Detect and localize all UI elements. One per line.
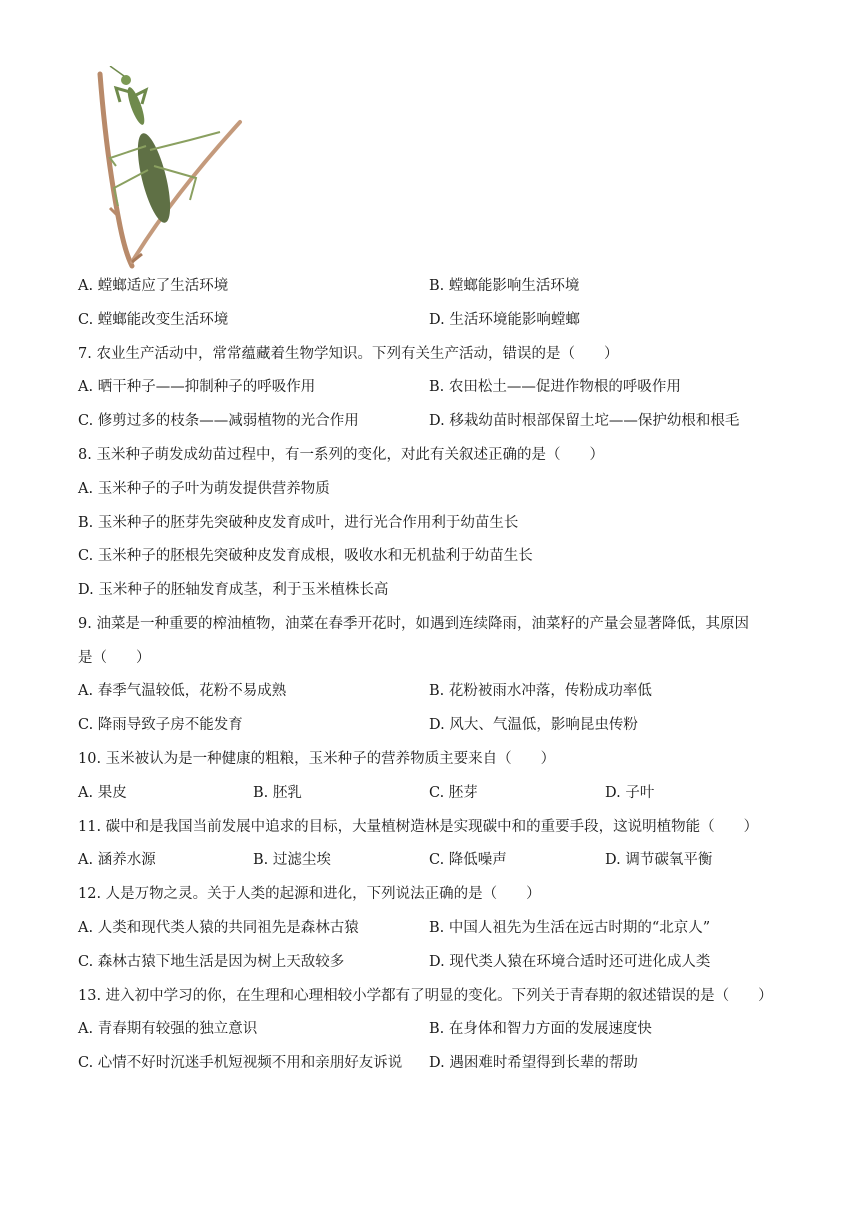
- q8-option-a: A. 玉米种子的子叶为萌发提供营养物质: [78, 481, 330, 497]
- q7-option-d: D. 移栽幼苗时根部保留土坨——保护幼根和根毛: [429, 413, 740, 429]
- q13-option-c: C. 心情不好时沉迷手机短视频不用和亲朋好友诉说: [78, 1055, 403, 1071]
- q8-option-b: B. 玉米种子的胚芽先突破种皮发育成叶，进行光合作用利于幼苗生长: [78, 515, 519, 531]
- q9-option-a: A. 春季气温较低，花粉不易成熟: [78, 683, 287, 699]
- q10-option-c: C. 胚芽: [429, 785, 478, 801]
- praying-mantis-icon: [80, 66, 250, 270]
- q7-option-c: C. 修剪过多的枝条——减弱植物的光合作用: [78, 413, 359, 429]
- q13-option-d: D. 遇困难时希望得到长辈的帮助: [429, 1055, 638, 1071]
- q9-option-d: D. 风大、气温低，影响昆虫传粉: [429, 717, 638, 733]
- q11-option-b: B. 过滤尘埃: [253, 852, 331, 868]
- q7-stem: 7. 农业生产活动中，常常蕴藏着生物学知识。下列有关生产活动，错误的是（ ）: [78, 346, 619, 362]
- q13-option-a: A. 青春期有较强的独立意识: [78, 1021, 258, 1037]
- q9-option-c: C. 降雨导致子房不能发育: [78, 717, 243, 733]
- q8-option-c: C. 玉米种子的胚根先突破种皮发育成根，吸收水和无机盐利于幼苗生长: [78, 548, 533, 564]
- q12-option-a: A. 人类和现代类人猿的共同祖先是森林古猿: [78, 920, 359, 936]
- q10-option-d: D. 子叶: [605, 785, 655, 801]
- q9-stem-line1: 9. 油菜是一种重要的榨油植物，油菜在春季开花时，如遇到连续降雨，油菜籽的产量会显著降低，其原因: [78, 616, 749, 632]
- q11-option-d: D. 调节碳氧平衡: [605, 852, 713, 868]
- q6-option-d: D. 生活环境能影响螳螂: [429, 312, 580, 328]
- q12-option-c: C. 森林古猿下地生活是因为树上天敌较多: [78, 954, 345, 970]
- q6-option-b: B. 螳螂能影响生活环境: [429, 278, 580, 294]
- q6-option-c: C. 螳螂能改变生活环境: [78, 312, 229, 328]
- q13-stem: 13. 进入初中学习的你，在生理和心理相较小学都有了明显的变化。下列关于青春期的叙述错误的是（ ）: [78, 988, 773, 1004]
- q11-option-c: C. 降低噪声: [429, 852, 507, 868]
- q9-option-b: B. 花粉被雨水冲落，传粉成功率低: [429, 683, 652, 699]
- q11-option-a: A. 涵养水源: [78, 852, 156, 868]
- q12-option-d: D. 现代类人猿在环境合适时还可进化成人类: [429, 954, 711, 970]
- q8-option-d: D. 玉米种子的胚轴发育成茎，利于玉米植株长高: [78, 582, 389, 598]
- q9-stem-line2: 是（ ）: [78, 650, 151, 666]
- q12-option-b: B. 中国人祖先为生活在远古时期的“北京人”: [429, 920, 711, 936]
- q10-stem: 10. 玉米被认为是一种健康的粗粮，玉米种子的营养物质主要来自（ ）: [78, 751, 556, 767]
- q8-stem: 8. 玉米种子萌发成幼苗过程中，有一系列的变化，对此有关叙述正确的是（ ）: [78, 447, 604, 463]
- q11-stem: 11. 碳中和是我国当前发展中追求的目标，大量植树造林是实现碳中和的重要手段，这说明植物能（ ）: [78, 819, 759, 835]
- q6-option-a: A. 螳螂适应了生活环境: [78, 278, 229, 294]
- q7-option-a: A. 晒干种子——抑制种子的呼吸作用: [78, 379, 316, 395]
- q10-option-a: A. 果皮: [78, 785, 127, 801]
- q7-option-b: B. 农田松土——促进作物根的呼吸作用: [429, 379, 681, 395]
- q10-option-b: B. 胚乳: [253, 785, 302, 801]
- mantis-figure: [80, 66, 250, 270]
- q13-option-b: B. 在身体和智力方面的发展速度快: [429, 1021, 652, 1037]
- q12-stem: 12. 人是万物之灵。关于人类的起源和进化，下列说法正确的是（ ）: [78, 886, 541, 902]
